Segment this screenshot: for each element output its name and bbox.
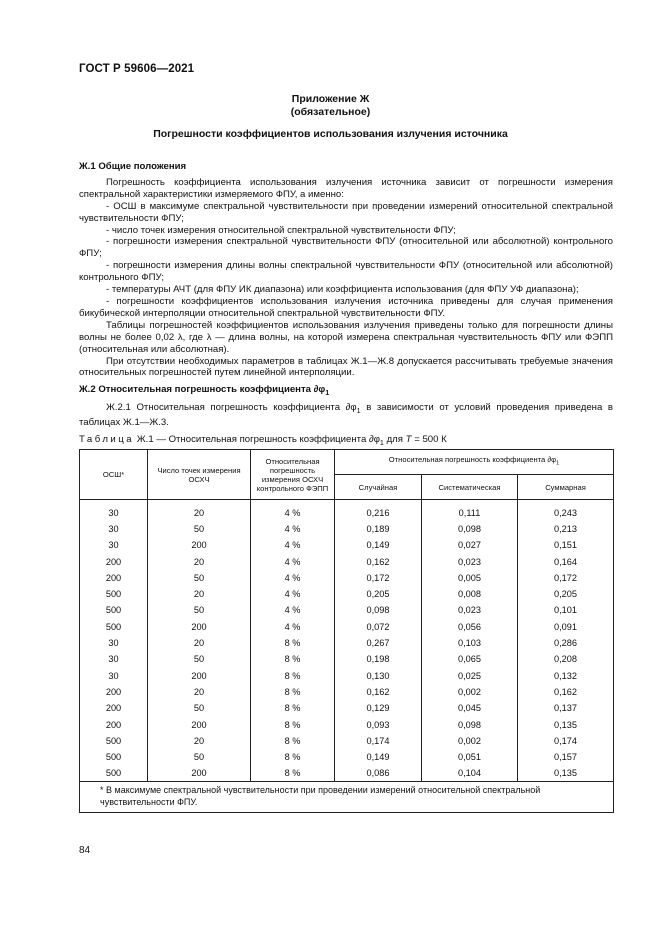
table-cell: 50 (148, 570, 251, 586)
table-cell: 0,056 (422, 619, 518, 635)
table-cell: 200 (80, 700, 148, 716)
section-general (79, 161, 613, 379)
paragraph: - ОСШ в максимуме спектральной чувствительности при проведении измерений относительной спектральной чувствительности ФПУ; (79, 200, 613, 224)
section-relative-error (79, 384, 613, 429)
table-cell: 200 (148, 716, 251, 732)
table-cell: 8 % (251, 667, 335, 683)
document-code: ГОСТ Р 59606—2021 (79, 63, 195, 75)
table-cell: 0,129 (335, 700, 422, 716)
table-cell: 0,172 (518, 570, 614, 586)
table-cell: 0,243 (518, 505, 614, 521)
column-header-relative-error: Относительная погрешность измерения ОСХЧ контрольного ФЭПП (251, 450, 335, 500)
paragraph: - число точек измерения относительной спектральной чувствительности ФПУ; (106, 224, 456, 236)
table-cell: 0,002 (422, 733, 518, 749)
table-cell: 0,216 (335, 505, 422, 521)
table-cell: 8 % (251, 749, 335, 765)
table-cell: 200 (148, 537, 251, 553)
table-footnote: * В максимуме спектральной чувствительности при проведении измерений относительной спектральной чувствительности ФПУ. (80, 782, 614, 813)
table-cell: 4 % (251, 570, 335, 586)
table-row (80, 733, 614, 749)
table-cell: 30 (80, 537, 148, 553)
table-cell: 0,208 (518, 651, 614, 667)
table-cell: 0,103 (422, 635, 518, 651)
table-cell: 0,172 (335, 570, 422, 586)
table-cell: 200 (148, 667, 251, 683)
table-cell: 30 (80, 635, 148, 651)
table-cell: 50 (148, 749, 251, 765)
table-cell: 20 (148, 733, 251, 749)
table-cell: 0,164 (518, 553, 614, 569)
table-cell: 50 (148, 521, 251, 537)
table-cell: 0,091 (518, 619, 614, 635)
table-cell: 0,025 (422, 667, 518, 683)
table-cell: 500 (80, 602, 148, 618)
page-number: 84 (79, 845, 91, 856)
appendix-heading: Погрешности коэффициентов использования излучения источника (153, 128, 508, 140)
table-cell: 0,162 (335, 684, 422, 700)
table-cell: 0,005 (422, 570, 518, 586)
section-heading: Ж.1 Общие положения (79, 161, 187, 172)
table-cell: 0,002 (422, 684, 518, 700)
table-cell: 500 (80, 733, 148, 749)
table-cell: 0,072 (335, 619, 422, 635)
table-cell: 0,045 (422, 700, 518, 716)
table-row (80, 619, 614, 635)
table-row (80, 765, 614, 781)
table-row (80, 700, 614, 716)
table-cell: 30 (80, 667, 148, 683)
table-cell: 200 (148, 765, 251, 781)
table-cell: 50 (148, 602, 251, 618)
table-cell: 0,205 (518, 586, 614, 602)
table-cell: 0,198 (335, 651, 422, 667)
table-cell: 200 (80, 716, 148, 732)
table-cell: 0,023 (422, 553, 518, 569)
table-cell: 20 (148, 684, 251, 700)
table-cell: 0,135 (518, 765, 614, 781)
table-caption: Таблица Ж.1 — Относительная погрешность коэффициента $\partial\varphi_1$ для T = 500 К (79, 434, 447, 447)
table-cell: 4 % (251, 505, 335, 521)
table-cell: 8 % (251, 635, 335, 651)
table-cell: 4 % (251, 602, 335, 618)
table-cell: 0,149 (335, 749, 422, 765)
table-cell: 30 (80, 521, 148, 537)
table-row (80, 553, 614, 569)
table-cell: 0,098 (422, 716, 518, 732)
table-cell: 200 (80, 570, 148, 586)
table-cell: 0,213 (518, 521, 614, 537)
table-cell: 20 (148, 505, 251, 521)
table-caption-label: Таблица (79, 434, 135, 445)
table-cell: 30 (80, 505, 148, 521)
column-header-points: Число точек измерения ОСХЧ (148, 450, 251, 500)
table-cell: 0,162 (335, 553, 422, 569)
table-cell: 0,174 (518, 733, 614, 749)
table-cell: 0,151 (518, 537, 614, 553)
table-cell: 500 (80, 586, 148, 602)
table-row (80, 684, 614, 700)
appendix-status: (обязательное) (290, 106, 371, 118)
paragraph: При отсутствии необходимых параметров в таблицах Ж.1—Ж.8 допускается рассчитывать требуемые значения относительных погрешностей путем линейной интерполяции. (79, 355, 613, 379)
table-cell: 0,098 (335, 602, 422, 618)
table-cell: 30 (80, 651, 148, 667)
table-cell: 0,162 (518, 684, 614, 700)
table-cell: 200 (148, 619, 251, 635)
table-cell: 0,111 (422, 505, 518, 521)
column-header-total: Суммарная (518, 475, 614, 500)
table-cell: 0,267 (335, 635, 422, 651)
table-cell: 4 % (251, 619, 335, 635)
table-row (80, 602, 614, 618)
table-row (80, 716, 614, 732)
table-cell: 0,130 (335, 667, 422, 683)
table-cell: 500 (80, 619, 148, 635)
table-row (80, 570, 614, 586)
column-header-random: Случайная (335, 475, 422, 500)
table-cell: 500 (80, 749, 148, 765)
table-cell: 20 (148, 586, 251, 602)
table-row (80, 667, 614, 683)
column-group-header: Относительная погрешность коэффициента $\partial\varphi_1$ (335, 450, 614, 475)
paragraph: Таблицы погрешностей коэффициентов использования излучения приведены только для погрешности длины волны не более 0,02 λ, где λ — длина волны, на которой измерена спектральная чувствительность ФПУ или ФЭПП (относительная или абсолютная). (79, 319, 613, 355)
table-cell: 0,135 (518, 716, 614, 732)
table-cell: 0,023 (422, 602, 518, 618)
table-cell: 0,008 (422, 586, 518, 602)
paragraph: Погрешность коэффициента использования излучения источника зависит от погрешности измерения спектральной характеристики измеряемого ФПУ, а именно: (79, 176, 613, 200)
table-cell: 20 (148, 553, 251, 569)
table-cell: 0,098 (422, 521, 518, 537)
column-header-osh: ОСШ* (80, 450, 148, 500)
table-row (80, 749, 614, 765)
table-cell: 4 % (251, 586, 335, 602)
paragraph: - погрешности измерения длины волны спектральной чувствительности ФПУ (относительной или абсолютной) контрольного ФПУ; (79, 260, 613, 284)
error-table (79, 449, 614, 813)
table-cell: 0,093 (335, 716, 422, 732)
table-row (80, 586, 614, 602)
table-cell: 8 % (251, 684, 335, 700)
table-cell: 4 % (251, 521, 335, 537)
paragraph: - погрешности измерения спектральной чувствительности ФПУ (относительной или абсолютной) контрольного ФПУ; (79, 236, 613, 260)
table-cell: 20 (148, 635, 251, 651)
column-header-systematic: Систематическая (422, 475, 518, 500)
section-paragraphs (79, 177, 613, 379)
table-cell: 8 % (251, 733, 335, 749)
table-cell: 0,174 (335, 733, 422, 749)
table-row (80, 651, 614, 667)
table-cell: 8 % (251, 765, 335, 781)
table-cell: 4 % (251, 553, 335, 569)
table-cell: 0,137 (518, 700, 614, 716)
table-cell: 200 (80, 553, 148, 569)
table-cell: 0,051 (422, 749, 518, 765)
table-cell: 0,157 (518, 749, 614, 765)
paragraph: - погрешности коэффициентов использования излучения источника приведены для случая применения бикубической интерполяции относительной спектральной чувствительности ФПУ. (79, 295, 613, 319)
table-cell: 8 % (251, 700, 335, 716)
table-cell: 8 % (251, 716, 335, 732)
table-cell: 0,149 (335, 537, 422, 553)
paragraph: - температуры АЧТ (для ФПУ ИК диапазона) или коэффициента использования (для ФПУ УФ диапазона); (106, 284, 579, 296)
table-cell: 0,205 (335, 586, 422, 602)
table-body (80, 505, 614, 782)
table-cell: 8 % (251, 651, 335, 667)
table-cell: 0,286 (518, 635, 614, 651)
table-row (80, 537, 614, 553)
table-cell: 200 (80, 684, 148, 700)
appendix-title: Приложение Ж (291, 93, 370, 105)
table-cell: 0,132 (518, 667, 614, 683)
table-cell: 50 (148, 651, 251, 667)
table-cell: 0,065 (422, 651, 518, 667)
section-heading: Ж.2 Относительная погрешность коэффициента $\partial\varphi_1$ (79, 384, 330, 397)
paragraph: Ж.2.1 Относительная погрешность коэффициента $\partial\varphi_1$ в зависимости от условий проведения приведена в таблицах Ж.1—Ж.3. (79, 401, 614, 428)
table-row (80, 635, 614, 651)
table-cell: 4 % (251, 537, 335, 553)
table-row (80, 505, 614, 521)
table-row (80, 521, 614, 537)
table-cell: 0,086 (335, 765, 422, 781)
table-cell: 0,101 (518, 602, 614, 618)
table-cell: 500 (80, 765, 148, 781)
table-cell: 0,104 (422, 765, 518, 781)
table-cell: 0,189 (335, 521, 422, 537)
table-cell: 0,027 (422, 537, 518, 553)
table-cell: 50 (148, 700, 251, 716)
